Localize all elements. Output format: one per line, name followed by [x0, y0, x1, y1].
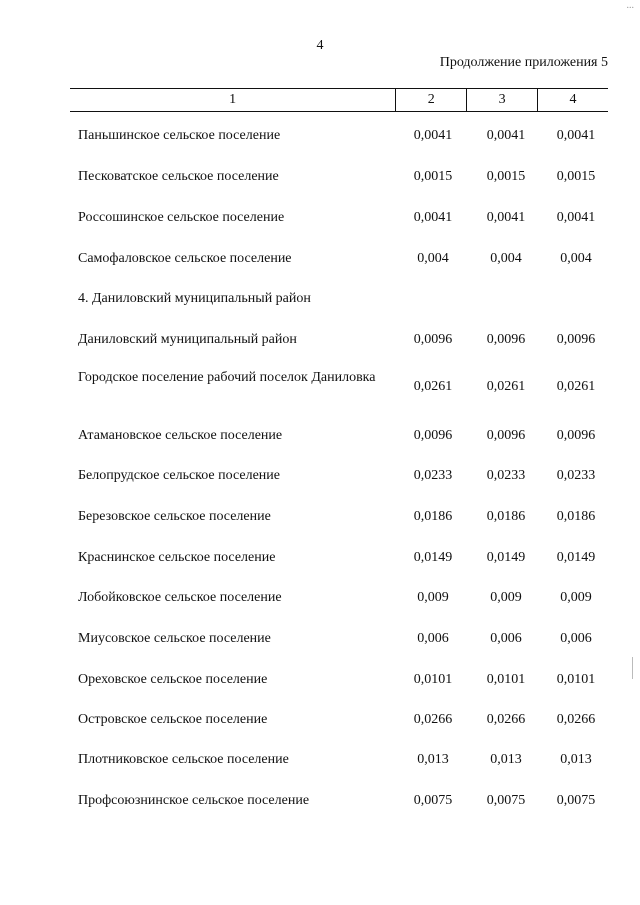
row-value-2: 0,0096 [413, 428, 453, 443]
row-name: Паньшинское сельское поселение [78, 128, 281, 143]
row-value-4: 0,0186 [556, 509, 596, 524]
page-number: 4 [316, 38, 324, 53]
row-value-2: 0,004 [417, 251, 449, 266]
row-value-2: 0,0149 [413, 550, 453, 565]
row-value-2: 0,0261 [413, 379, 453, 394]
row-name: Самофаловское сельское поселение [78, 251, 292, 266]
row-value-2: 0,0075 [413, 793, 453, 808]
row-value-4: 0,0041 [556, 210, 596, 225]
row-name: Ореховское сельское поселение [78, 672, 268, 687]
row-value-4: 0,0233 [556, 468, 596, 483]
corner-mark: ... [626, 0, 634, 11]
row-value-3: 0,0266 [486, 712, 526, 727]
row-value-3: 0,006 [490, 631, 522, 646]
header-col-4: 4 [538, 89, 608, 112]
row-name: Краснинское сельское поселение [78, 550, 276, 565]
row-value-4: 0,0096 [556, 428, 596, 443]
row-value-2: 0,0041 [413, 210, 453, 225]
row-value-3: 0,0096 [486, 428, 526, 443]
row-value-2: 0,0266 [413, 712, 453, 727]
row-value-2: 0,013 [417, 752, 449, 767]
row-value-4: 0,004 [560, 251, 592, 266]
row-value-4: 0,009 [560, 590, 592, 605]
row-value-3: 0,0075 [486, 793, 526, 808]
row-value-4: 0,0266 [556, 712, 596, 727]
row-name: Лобойковское сельское поселение [78, 590, 282, 605]
row-name: Островское сельское поселение [78, 712, 268, 727]
row-name: Даниловский муниципальный район [78, 332, 297, 347]
row-value-4: 0,013 [560, 752, 592, 767]
row-value-4: 0,0261 [556, 379, 596, 394]
row-value-2: 0,0015 [413, 169, 453, 184]
header-col-2: 2 [396, 89, 467, 112]
row-value-4: 0,006 [560, 631, 592, 646]
row-value-3: 0,0261 [486, 379, 526, 394]
row-value-4: 0,0041 [556, 128, 596, 143]
row-value-4: 0,0149 [556, 550, 596, 565]
row-name: Миусовское сельское поселение [78, 631, 271, 646]
row-value-2: 0,0233 [413, 468, 453, 483]
row-value-4: 0,0075 [556, 793, 596, 808]
row-name: Плотниковское сельское поселение [78, 752, 289, 767]
row-name: 4. Даниловский муниципальный район [78, 291, 311, 306]
row-value-3: 0,0101 [486, 672, 526, 687]
row-value-4: 0,0096 [556, 332, 596, 347]
row-value-2: 0,0096 [413, 332, 453, 347]
row-value-4: 0,0101 [556, 672, 596, 687]
row-name: Профсоюзнинское сельское поселение [78, 793, 310, 808]
continuation-label: Продолжение приложения 5 [439, 55, 608, 70]
row-name: Городское поселение рабочий поселок Даниловка [78, 370, 376, 385]
row-value-2: 0,009 [417, 590, 449, 605]
row-name: Песковатское сельское поселение [78, 169, 279, 184]
margin-tick [632, 657, 633, 679]
row-value-2: 0,0101 [413, 672, 453, 687]
header-col-1: 1 [70, 89, 396, 112]
row-name: Белопрудское сельское поселение [78, 468, 280, 483]
row-value-3: 0,0186 [486, 509, 526, 524]
row-value-4: 0,0015 [556, 169, 596, 184]
row-name: Березовское сельское поселение [78, 509, 271, 524]
row-value-3: 0,004 [490, 251, 522, 266]
row-value-3: 0,0015 [486, 169, 526, 184]
row-value-3: 0,0233 [486, 468, 526, 483]
row-value-2: 0,006 [417, 631, 449, 646]
row-value-3: 0,009 [490, 590, 522, 605]
row-name: Атамановское сельское поселение [78, 428, 283, 443]
row-value-3: 0,0041 [486, 128, 526, 143]
row-value-3: 0,013 [490, 752, 522, 767]
row-value-3: 0,0041 [486, 210, 526, 225]
row-value-2: 0,0041 [413, 128, 453, 143]
row-value-2: 0,0186 [413, 509, 453, 524]
row-value-3: 0,0149 [486, 550, 526, 565]
row-value-3: 0,0096 [486, 332, 526, 347]
row-name: Россошинское сельское поселение [78, 210, 285, 225]
header-col-3: 3 [467, 89, 538, 112]
